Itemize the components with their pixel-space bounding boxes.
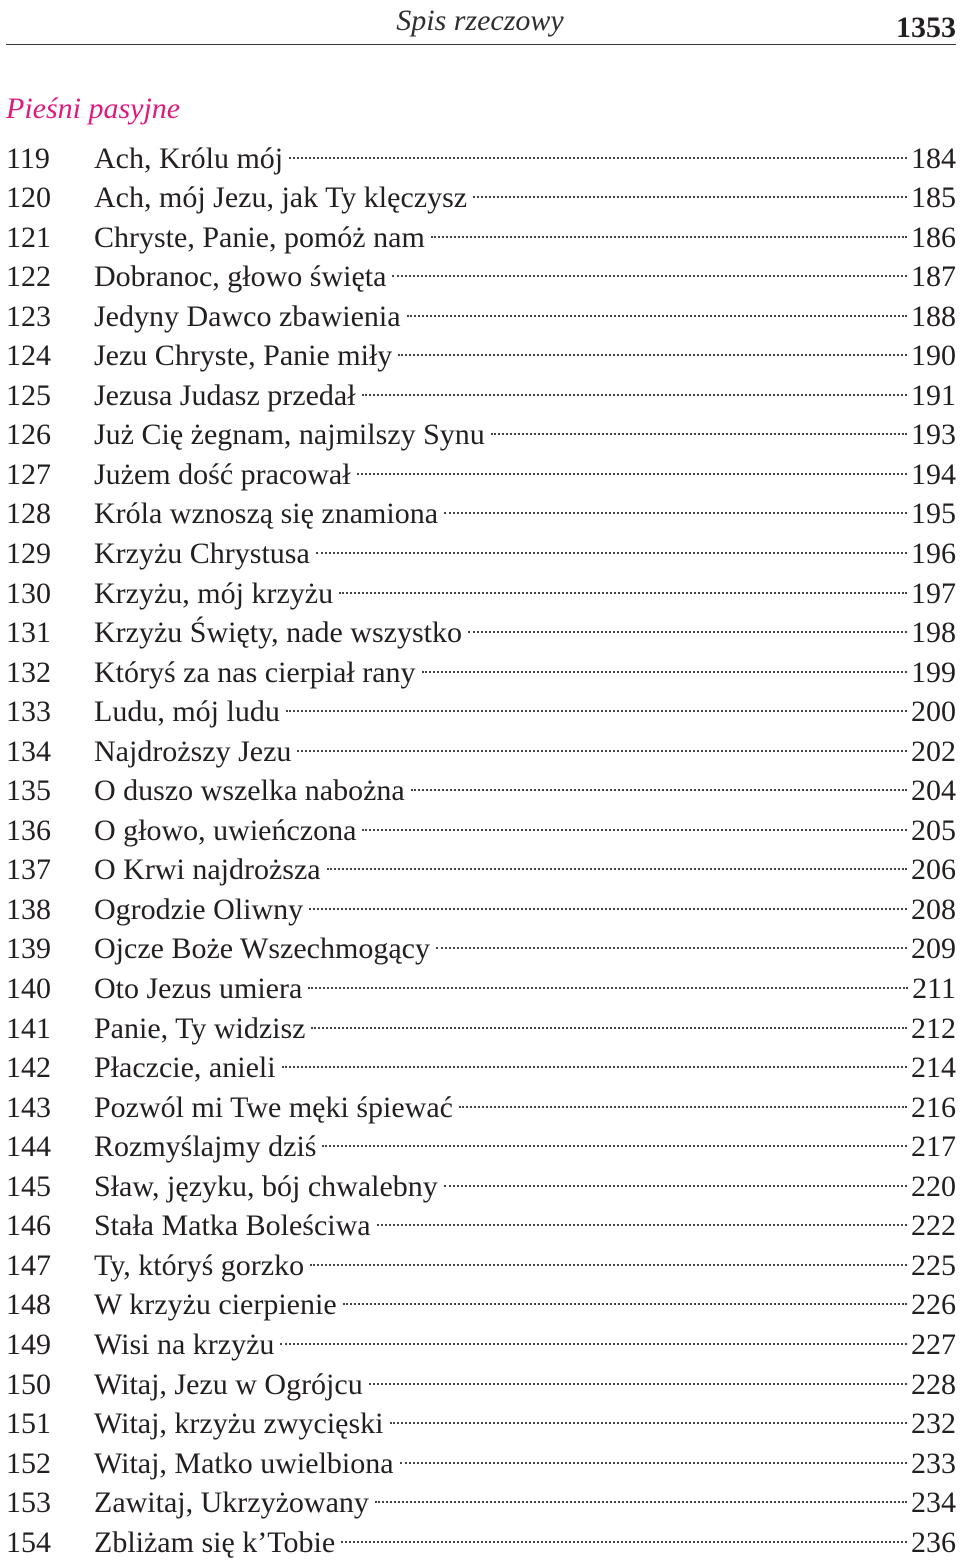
dot-leader: [289, 128, 907, 168]
entry-page-number: 188: [911, 299, 956, 333]
entry-page-number: 195: [911, 497, 956, 531]
entry-page-number: 209: [911, 932, 956, 966]
entry-number: 143: [6, 1090, 51, 1124]
entry-number: 126: [6, 418, 51, 452]
entry-title: Sław, języku, bój chwalebny: [94, 1169, 438, 1203]
entry-page-number: 208: [911, 892, 956, 926]
entry-page-number: 225: [911, 1248, 956, 1282]
entry-page-number: 184: [911, 141, 956, 175]
entry-page-number: 217: [911, 1130, 956, 1164]
entry-number: 144: [6, 1130, 51, 1164]
entry-page-number: 234: [911, 1486, 956, 1520]
dot-leader: [310, 1235, 907, 1275]
entry-page-number: 220: [911, 1169, 956, 1203]
entry-number: 131: [6, 616, 51, 650]
entry-title: Ogrodzie Oliwny: [94, 892, 304, 926]
entry-page-number: 185: [911, 181, 956, 215]
entry-number: 137: [6, 853, 51, 887]
toc-entry: [0, 128, 960, 175]
dot-leader: [339, 563, 907, 603]
dot-leader: [343, 1275, 907, 1315]
entry-number: 136: [6, 813, 51, 847]
dot-leader: [431, 207, 907, 247]
dot-leader: [468, 603, 907, 643]
dot-leader: [392, 247, 907, 287]
entry-page-number: 205: [911, 813, 956, 847]
entry-page-number: 186: [911, 220, 956, 254]
entry-title: Ty, któryś gorzko: [94, 1248, 305, 1282]
entry-page-number: 216: [911, 1090, 956, 1124]
entry-page-number: 187: [911, 260, 956, 294]
entry-number: 139: [6, 932, 51, 966]
entry-title: Krzyżu Święty, nade wszystko: [94, 616, 462, 650]
entry-number: 128: [6, 497, 51, 531]
entry-page-number: 204: [911, 774, 956, 808]
entry-page-number: 212: [911, 1011, 956, 1045]
entry-title: Krzyżu Chrystusa: [94, 537, 310, 571]
entry-number: 122: [6, 260, 51, 294]
dot-leader: [444, 1156, 907, 1196]
entry-number: 119: [6, 141, 50, 175]
entry-page-number: 200: [911, 695, 956, 729]
entry-title: Oto Jezus umiera: [94, 972, 303, 1006]
dot-leader: [286, 682, 907, 722]
entry-title: Witaj, Matko uwielbiona: [94, 1446, 394, 1480]
dot-leader: [357, 444, 907, 484]
page-header: [0, 0, 960, 44]
entry-title: Chryste, Panie, pomóż nam: [94, 220, 425, 254]
dot-leader: [400, 1433, 907, 1473]
entry-title: O duszo wszelka nabożna: [94, 774, 405, 808]
dot-leader: [282, 1038, 907, 1078]
entry-number: 142: [6, 1051, 51, 1085]
dot-leader: [362, 365, 907, 405]
entry-title: Jezusa Judasz przedał: [94, 378, 356, 412]
entry-title: Ach, mój Jezu, jak Ty klęczysz: [94, 181, 468, 215]
entry-title: Wisi na krzyżu: [94, 1327, 275, 1361]
dot-leader: [377, 1196, 907, 1236]
dot-leader: [369, 1354, 907, 1394]
dot-leader: [444, 484, 907, 524]
dot-leader: [436, 919, 907, 959]
entry-page-number: 222: [911, 1209, 956, 1243]
entry-title: Ach, Królu mój: [94, 141, 284, 175]
entry-title: Jezu Chryste, Panie miły: [94, 339, 393, 373]
dot-leader: [422, 642, 907, 682]
entry-number: 129: [6, 537, 51, 571]
dot-leader: [375, 1473, 907, 1513]
entry-page-number: 228: [911, 1367, 956, 1401]
dot-leader: [491, 405, 907, 445]
entry-page-number: 191: [911, 378, 956, 412]
entry-number: 146: [6, 1209, 51, 1243]
entry-number: 149: [6, 1327, 51, 1361]
entry-page-number: 211: [912, 972, 956, 1006]
entry-number: 153: [6, 1486, 51, 1520]
dot-leader: [390, 1394, 907, 1434]
entry-number: 130: [6, 576, 51, 610]
entry-page-number: 199: [911, 655, 956, 689]
entry-number: 150: [6, 1367, 51, 1401]
dot-leader: [327, 840, 907, 880]
entry-title: Panie, Ty widzisz: [94, 1011, 306, 1045]
table-of-contents: [0, 128, 960, 1559]
dot-leader: [407, 286, 907, 326]
entry-title: Stała Matka Boleściwa: [94, 1209, 371, 1243]
dot-leader: [459, 1077, 907, 1117]
entry-number: 125: [6, 378, 51, 412]
entry-page-number: 236: [911, 1525, 956, 1559]
entry-title: O Krwi najdroższa: [94, 853, 321, 887]
entry-title: Płaczcie, anieli: [94, 1051, 276, 1085]
entry-title: Jużem dość pracował: [94, 457, 351, 491]
entry-page-number: 226: [911, 1288, 956, 1322]
entry-title: Ojcze Boże Wszechmogący: [94, 932, 430, 966]
entry-page-number: 198: [911, 616, 956, 650]
entry-page-number: 202: [911, 734, 956, 768]
entry-page-number: 196: [911, 537, 956, 571]
entry-title: Witaj, Jezu w Ogrójcu: [94, 1367, 363, 1401]
entry-number: 140: [6, 972, 51, 1006]
entry-number: 124: [6, 339, 51, 373]
entry-number: 120: [6, 181, 51, 215]
entry-title: Zbliżam się k’Tobie: [94, 1525, 336, 1559]
dot-leader: [322, 1117, 907, 1157]
section-title: Pieśni pasyjne: [6, 92, 181, 125]
entry-number: 145: [6, 1169, 51, 1203]
entry-page-number: 233: [911, 1446, 956, 1480]
entry-page-number: 197: [911, 576, 956, 610]
entry-number: 147: [6, 1248, 51, 1282]
entry-title: Króla wznoszą się znamiona: [94, 497, 439, 531]
entry-page-number: 193: [911, 418, 956, 452]
entry-title: W krzyżu cierpienie: [94, 1288, 337, 1322]
dot-leader: [309, 879, 907, 919]
entry-number: 133: [6, 695, 51, 729]
dot-leader: [411, 761, 907, 801]
entry-page-number: 214: [911, 1051, 956, 1085]
dot-leader: [341, 1512, 907, 1552]
entry-title: Krzyżu, mój krzyżu: [94, 576, 334, 610]
entry-number: 121: [6, 220, 51, 254]
entry-page-number: 190: [911, 339, 956, 373]
dot-leader: [473, 168, 907, 208]
entry-title: Najdroższy Jezu: [94, 734, 292, 768]
dot-leader: [311, 998, 907, 1038]
entry-number: 134: [6, 734, 51, 768]
dot-leader: [316, 523, 907, 563]
entry-number: 151: [6, 1407, 51, 1441]
entry-number: 127: [6, 457, 51, 491]
dot-leader: [280, 1314, 907, 1354]
entry-number: 154: [6, 1525, 51, 1559]
entry-page-number: 206: [911, 853, 956, 887]
dot-leader: [308, 958, 908, 998]
header-divider: [6, 44, 956, 45]
entry-number: 148: [6, 1288, 51, 1322]
entry-title: O głowo, uwieńczona: [94, 813, 357, 847]
entry-number: 123: [6, 299, 51, 333]
entry-number: 135: [6, 774, 51, 808]
entry-title: Dobranoc, głowo święta: [94, 260, 387, 294]
entry-title: Jedyny Dawco zbawienia: [94, 299, 401, 333]
entry-page-number: 194: [911, 457, 956, 491]
running-title: Spis rzeczowy: [396, 4, 564, 37]
dot-leader: [398, 326, 907, 366]
entry-page-number: 232: [911, 1407, 956, 1441]
entry-number: 152: [6, 1446, 51, 1480]
entry-title: Któryś za nas cierpiał rany: [94, 655, 416, 689]
dot-leader: [362, 800, 907, 840]
entry-number: 141: [6, 1011, 51, 1045]
entry-number: 138: [6, 892, 51, 926]
entry-number: 132: [6, 655, 51, 689]
dot-leader: [297, 721, 907, 761]
page-number: 1353: [896, 11, 956, 44]
entry-title: Ludu, mój ludu: [94, 695, 280, 729]
entry-title: Rozmyślajmy dziś: [94, 1130, 317, 1164]
entry-page-number: 227: [911, 1327, 956, 1361]
entry-title: Pozwól mi Twe męki śpiewać: [94, 1090, 453, 1124]
entry-title: Witaj, krzyżu zwycięski: [94, 1407, 384, 1441]
entry-title: Zawitaj, Ukrzyżowany: [94, 1486, 369, 1520]
entry-title: Już Cię żegnam, najmilszy Synu: [94, 418, 485, 452]
